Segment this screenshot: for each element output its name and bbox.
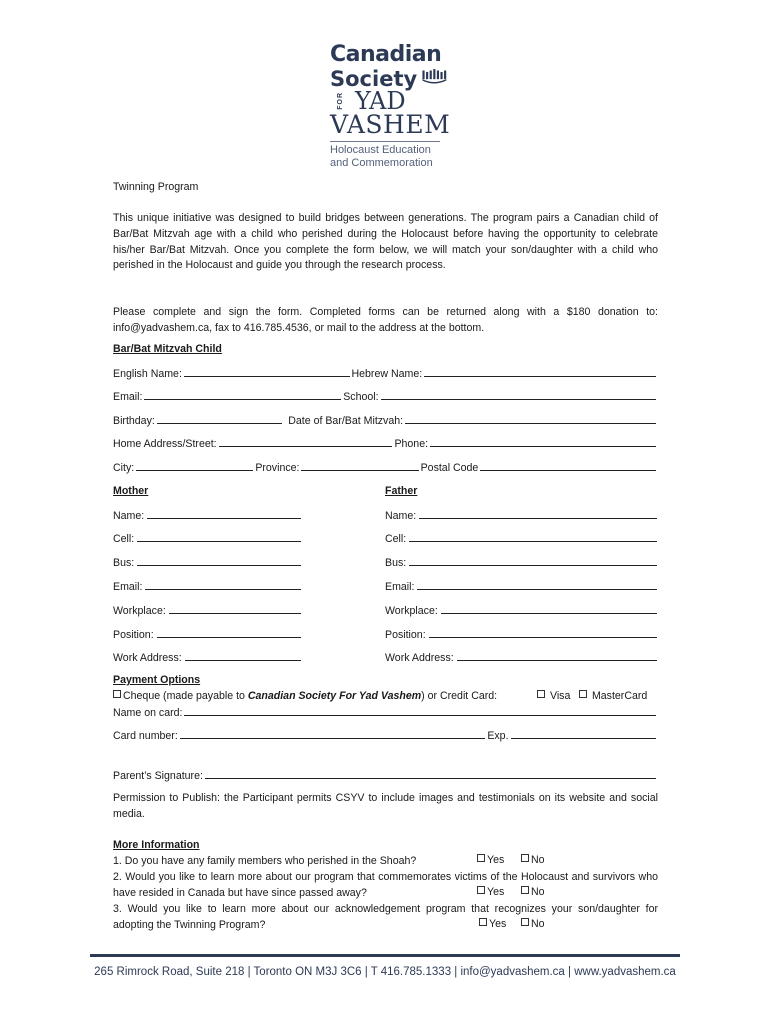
father-bus-label: Bus:	[385, 557, 407, 569]
child-city-row	[113, 460, 658, 474]
page-title: Twinning Program	[113, 181, 199, 193]
school-label: School:	[343, 391, 379, 403]
mother-work-address-label: Work Address:	[113, 652, 182, 664]
mother-position-row	[113, 627, 301, 641]
father-position-label: Position:	[385, 629, 426, 641]
father-cell-field[interactable]	[409, 531, 657, 542]
mother-cell-field[interactable]	[137, 531, 301, 542]
mastercard-option[interactable]: MasterCard	[579, 689, 647, 705]
signature-row	[113, 768, 658, 782]
mother-email-label: Email:	[113, 581, 143, 593]
father-section-title: Father	[385, 485, 418, 497]
child-birthday-row	[113, 413, 658, 427]
name-on-card-field[interactable]	[184, 705, 656, 716]
menorah-icon	[421, 66, 450, 88]
father-work-address-row	[385, 650, 657, 664]
father-bus-row	[385, 555, 657, 569]
mother-name-label: Name:	[113, 510, 145, 522]
footer-contact: 265 Rimrock Road, Suite 218 | Toronto ON M3J 3C6 | T 416.785.1333 | info@yadvashem.ca | www.yadvashem.ca	[94, 966, 676, 978]
mother-workplace-row	[113, 603, 301, 617]
instructions-paragraph: Please complete and sign the form. Completed forms can be returned along with a $180 donation to: info@yadvashem.ca, fax to 416.785.4536, or mail to the address at the bottom.	[113, 306, 658, 334]
english-name-label: English Name:	[113, 368, 182, 380]
q1-yes-checkbox[interactable]	[477, 854, 485, 862]
mother-name-row	[113, 508, 301, 522]
q2-no-option[interactable]: No	[521, 886, 545, 898]
logo-tagline-1: Holocaust Education	[330, 144, 431, 156]
postal-code-field[interactable]	[480, 460, 656, 471]
hebrew-name-label: Hebrew Name:	[351, 368, 423, 380]
q3-yes-option[interactable]: Yes	[479, 918, 506, 930]
signature-field[interactable]	[205, 768, 656, 779]
exp-label: Exp.	[487, 730, 509, 742]
city-label: City:	[113, 462, 135, 474]
name-on-card-row	[113, 705, 658, 719]
q2-no-checkbox[interactable]	[521, 886, 529, 894]
father-bus-field[interactable]	[409, 555, 657, 566]
father-email-label: Email:	[385, 581, 415, 593]
mother-cell-label: Cell:	[113, 533, 135, 545]
father-name-label: Name:	[385, 510, 417, 522]
home-address-field[interactable]	[219, 436, 393, 447]
father-work-address-field[interactable]	[457, 650, 657, 661]
q1-yes-option[interactable]: Yes	[477, 854, 504, 866]
logo-tagline-2: and Commemoration	[330, 157, 433, 169]
birthday-field[interactable]	[157, 413, 282, 424]
child-email-field[interactable]	[144, 389, 341, 400]
visa-option[interactable]: Visa	[537, 689, 570, 705]
organization-logo	[330, 44, 450, 170]
birthday-label: Birthday:	[113, 415, 155, 427]
child-section-title: Bar/Bat Mitzvah Child	[113, 343, 222, 355]
father-workplace-field[interactable]	[441, 603, 657, 614]
q3-no-option[interactable]: No	[521, 918, 545, 930]
mother-email-row	[113, 579, 301, 593]
father-workplace-row	[385, 603, 657, 617]
logo-line-1: Canadian	[330, 42, 442, 67]
father-work-address-label: Work Address:	[385, 652, 454, 664]
signature-label: Parent’s Signature:	[113, 770, 203, 782]
father-name-field[interactable]	[419, 508, 657, 519]
logo-for: FOR	[337, 92, 344, 110]
q2-yes-checkbox[interactable]	[477, 886, 485, 894]
phone-field[interactable]	[430, 436, 656, 447]
question-3: 3. Would you like to learn more about our acknowledgement program that recognizes your son/daughter for adopting the Twinning Program?	[113, 903, 658, 931]
mother-bus-row	[113, 555, 301, 569]
q1-no-option[interactable]: No	[521, 854, 545, 866]
mother-name-field[interactable]	[147, 508, 301, 519]
mother-email-field[interactable]	[145, 579, 301, 590]
mitzvah-date-field[interactable]	[405, 413, 656, 424]
cheque-checkbox[interactable]	[113, 690, 121, 698]
payment-section-title: Payment Options	[113, 674, 201, 686]
exp-field[interactable]	[511, 728, 656, 739]
english-name-field[interactable]	[184, 366, 350, 377]
q3-no-checkbox[interactable]	[521, 918, 529, 926]
father-workplace-label: Workplace:	[385, 605, 438, 617]
logo-divider	[330, 141, 440, 142]
logo-line-3: YAD	[355, 87, 406, 115]
mother-position-field[interactable]	[157, 627, 301, 638]
father-email-field[interactable]	[417, 579, 657, 590]
mother-workplace-field[interactable]	[169, 603, 301, 614]
phone-label: Phone:	[394, 438, 429, 450]
more-info-title: More Information	[113, 839, 200, 851]
mother-work-address-field[interactable]	[185, 650, 301, 661]
q1-no-checkbox[interactable]	[521, 854, 529, 862]
footer-divider	[90, 954, 680, 957]
child-address-row	[113, 436, 658, 450]
name-on-card-label: Name on card:	[113, 707, 183, 719]
payment-options-line: Cheque (made payable to Canadian Society For Yad Vashem) or Credit Card:	[113, 689, 497, 705]
child-name-row	[113, 366, 658, 380]
mastercard-checkbox[interactable]	[579, 690, 587, 698]
mother-bus-label: Bus:	[113, 557, 135, 569]
home-address-label: Home Address/Street:	[113, 438, 217, 450]
card-number-field[interactable]	[180, 728, 486, 739]
card-number-label: Card number:	[113, 730, 178, 742]
school-field[interactable]	[381, 389, 656, 400]
logo-line-2: Society	[330, 67, 418, 91]
province-label: Province:	[255, 462, 300, 474]
father-cell-row	[385, 531, 657, 545]
mother-position-label: Position:	[113, 629, 154, 641]
postal-code-label: Postal Code	[420, 462, 479, 474]
father-cell-label: Cell:	[385, 533, 407, 545]
mother-section-title: Mother	[113, 485, 149, 497]
q2-yes-option[interactable]: Yes	[477, 886, 504, 898]
mother-bus-field[interactable]	[137, 555, 301, 566]
mother-cell-row	[113, 531, 301, 545]
q3-yes-checkbox[interactable]	[479, 918, 487, 926]
hebrew-name-field[interactable]	[424, 366, 656, 377]
father-position-row	[385, 627, 657, 641]
child-email-row	[113, 389, 658, 403]
father-name-row	[385, 508, 657, 522]
father-email-row	[385, 579, 657, 593]
city-field[interactable]	[136, 460, 253, 471]
mother-workplace-label: Workplace:	[113, 605, 166, 617]
father-position-field[interactable]	[429, 627, 657, 638]
permission-paragraph: Permission to Publish: the Participant permits CSYV to include images and testimonials on its website and social media.	[113, 792, 658, 820]
question-2: 2. Would you like to learn more about our program that commemorates victims of the Holocaust and survivors who have resided in Canada but have since passed away?	[113, 871, 658, 899]
mother-work-address-row	[113, 650, 301, 664]
visa-checkbox[interactable]	[537, 690, 545, 698]
child-email-label: Email:	[113, 391, 143, 403]
province-field[interactable]	[301, 460, 418, 471]
logo-line-4: VASHEM	[330, 110, 451, 139]
card-number-row	[113, 728, 658, 742]
question-1: 1. Do you have any family members who perished in the Shoah?	[113, 855, 417, 867]
mitzvah-date-label: Date of Bar/Bat Mitzvah:	[288, 415, 404, 427]
cheque-payee: Canadian Society For Yad Vashem	[247, 690, 422, 702]
intro-paragraph: This unique initiative was designed to build bridges between generations. The program pairs a Canadian child of Bar/Bat Mitzvah age with a child who perished during the Holocaust before having the opportunity to celebrate his/her Bar/Bat Mitzvah. Once you complete the form below, we will match your son/daughter with a child who perished in the Holocaust and guide you through the research process.	[113, 212, 658, 272]
